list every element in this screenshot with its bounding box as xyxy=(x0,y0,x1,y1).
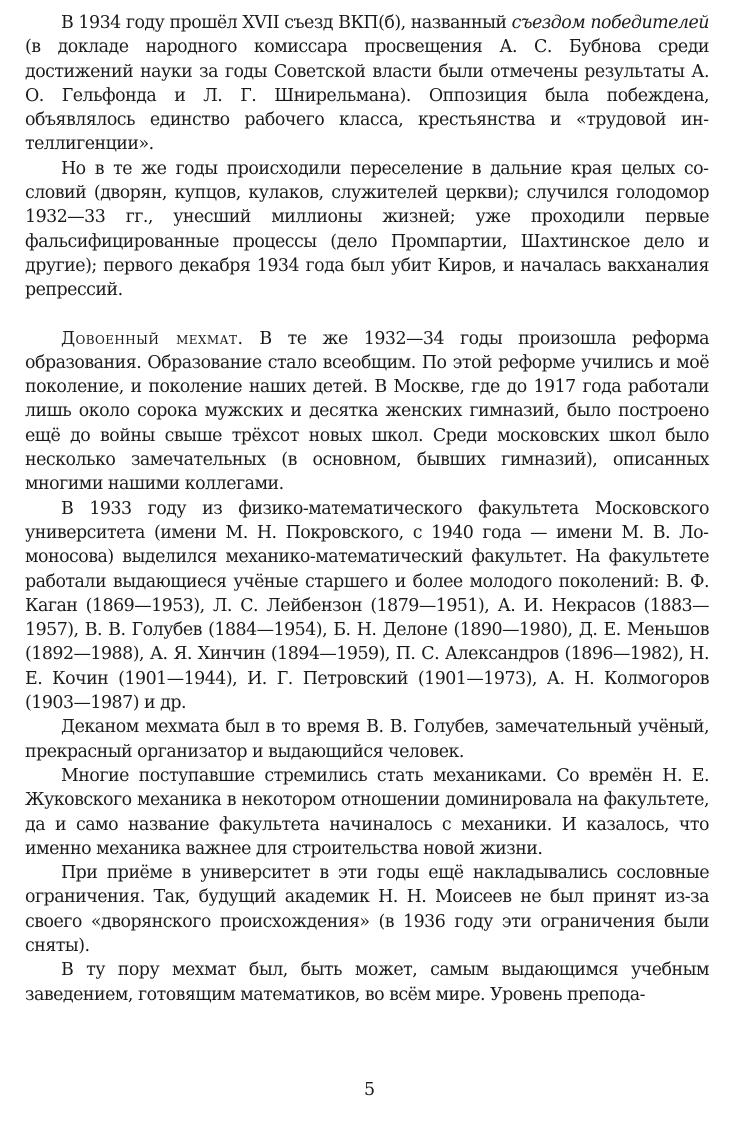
page-number: 5 xyxy=(363,1080,376,1100)
paragraph-5: Деканом мехмата был в то время В. В. Голубев, замечательный учёный, прекрасный организатор и выдающийся человек. xyxy=(25,717,709,762)
paragraph-1-text-end: (в докладе народного комиссара просвещения А. С. Бубнова среди достижений науки за годы Советской власти были отмечены результаты А. О. Гельфонда и Л. Г. Шнирельмана). Оппозиция была побеждена, объявлялось единство рабочего класса, крестьянства и «трудовой интеллигенции». xyxy=(25,37,709,155)
paragraph-6: Многие поступавшие стремились стать механиками. Со времён Н. Е. Жуковского механика в некотором отношении доминировала на факультете, да и само название факультета начиналось с механики. И казалось, что именно механика важнее для строительства новой жизни. xyxy=(25,765,709,859)
paragraph-7: При приёме в университет в эти годы ещё накладывались сословные ограничения. Так, будущий академик Н. Н. Моисеев не был принят из-за своего «дворянского происхождения» (в 1936 году эти ограничения были сняты). xyxy=(25,863,709,956)
paragraph-4: В 1933 году из физико-математического факультета Московского университета (имени М. Н. Покровского, с 1940 года — имени М. В. Ломоносова) выделился механико-математический факультет. На факультете работали выдающиеся учёные старшего и более молодого поколений: В. Ф. Каган (1869—1953), Л. С. Лейбензон (1879—1951), А. И. Некрасов (1883—1957), В. В. Голубев (1884—1954), Б. Н. Делоне (1890—1980), Д. Е. Меньшов (1892—1988), А. Я. Хинчин (1894—1959), П. С. Александров (1896—1982), Н. Е. Кочин (1901—1944), И. Г. Петровский (1901—1973), А. Н. Колмогоров (1903—1987) и др. xyxy=(25,498,709,714)
paragraph-1 xyxy=(25,11,709,157)
section-gap xyxy=(25,303,709,327)
paragraph-2: Но в те же годы происходили переселение в дальние края целых сословий (дворян, купцов, кулаков, служителей церкви); случился голодомор 1932—33 гг., унесший миллионы жизней; уже проходили первые фальсифицированные процессы (дело Промпартии, Шахтинское дело и другие); первого декабря 1934 года был убит Киров, и началась вакханалия репрессий. xyxy=(25,158,709,301)
paragraph-8: В ту пору мехмат был, быть может, самым выдающимся учебным заведением, готовящим математиков, во всём мире. Уровень препода- xyxy=(25,960,709,1005)
congress-name-emphasis: съездом победителей xyxy=(511,13,709,33)
section-heading-prewar-mehmat: Довоенный мехмат. xyxy=(61,328,244,349)
paragraph-3 xyxy=(25,327,709,497)
paragraph-3-text: В те же 1932—34 годы произошла реформа образования. Образование стало всеобщим. По этой реформе учились и моё поколение, и поколение наших детей. В Москве, где до 1917 года работали лишь около сорока мужских и десятка женских гимназий, было построено ещё до войны свыше трёхсот новых школ. Среди московских школ было несколько замечательных (в основном, бывших гимназий), описанных многими нашими коллегами. xyxy=(25,328,709,495)
page-body xyxy=(25,11,709,1007)
paragraph-1-text-start: В 1934 году прошёл XVII съезд ВКП(б), названный xyxy=(61,13,512,33)
